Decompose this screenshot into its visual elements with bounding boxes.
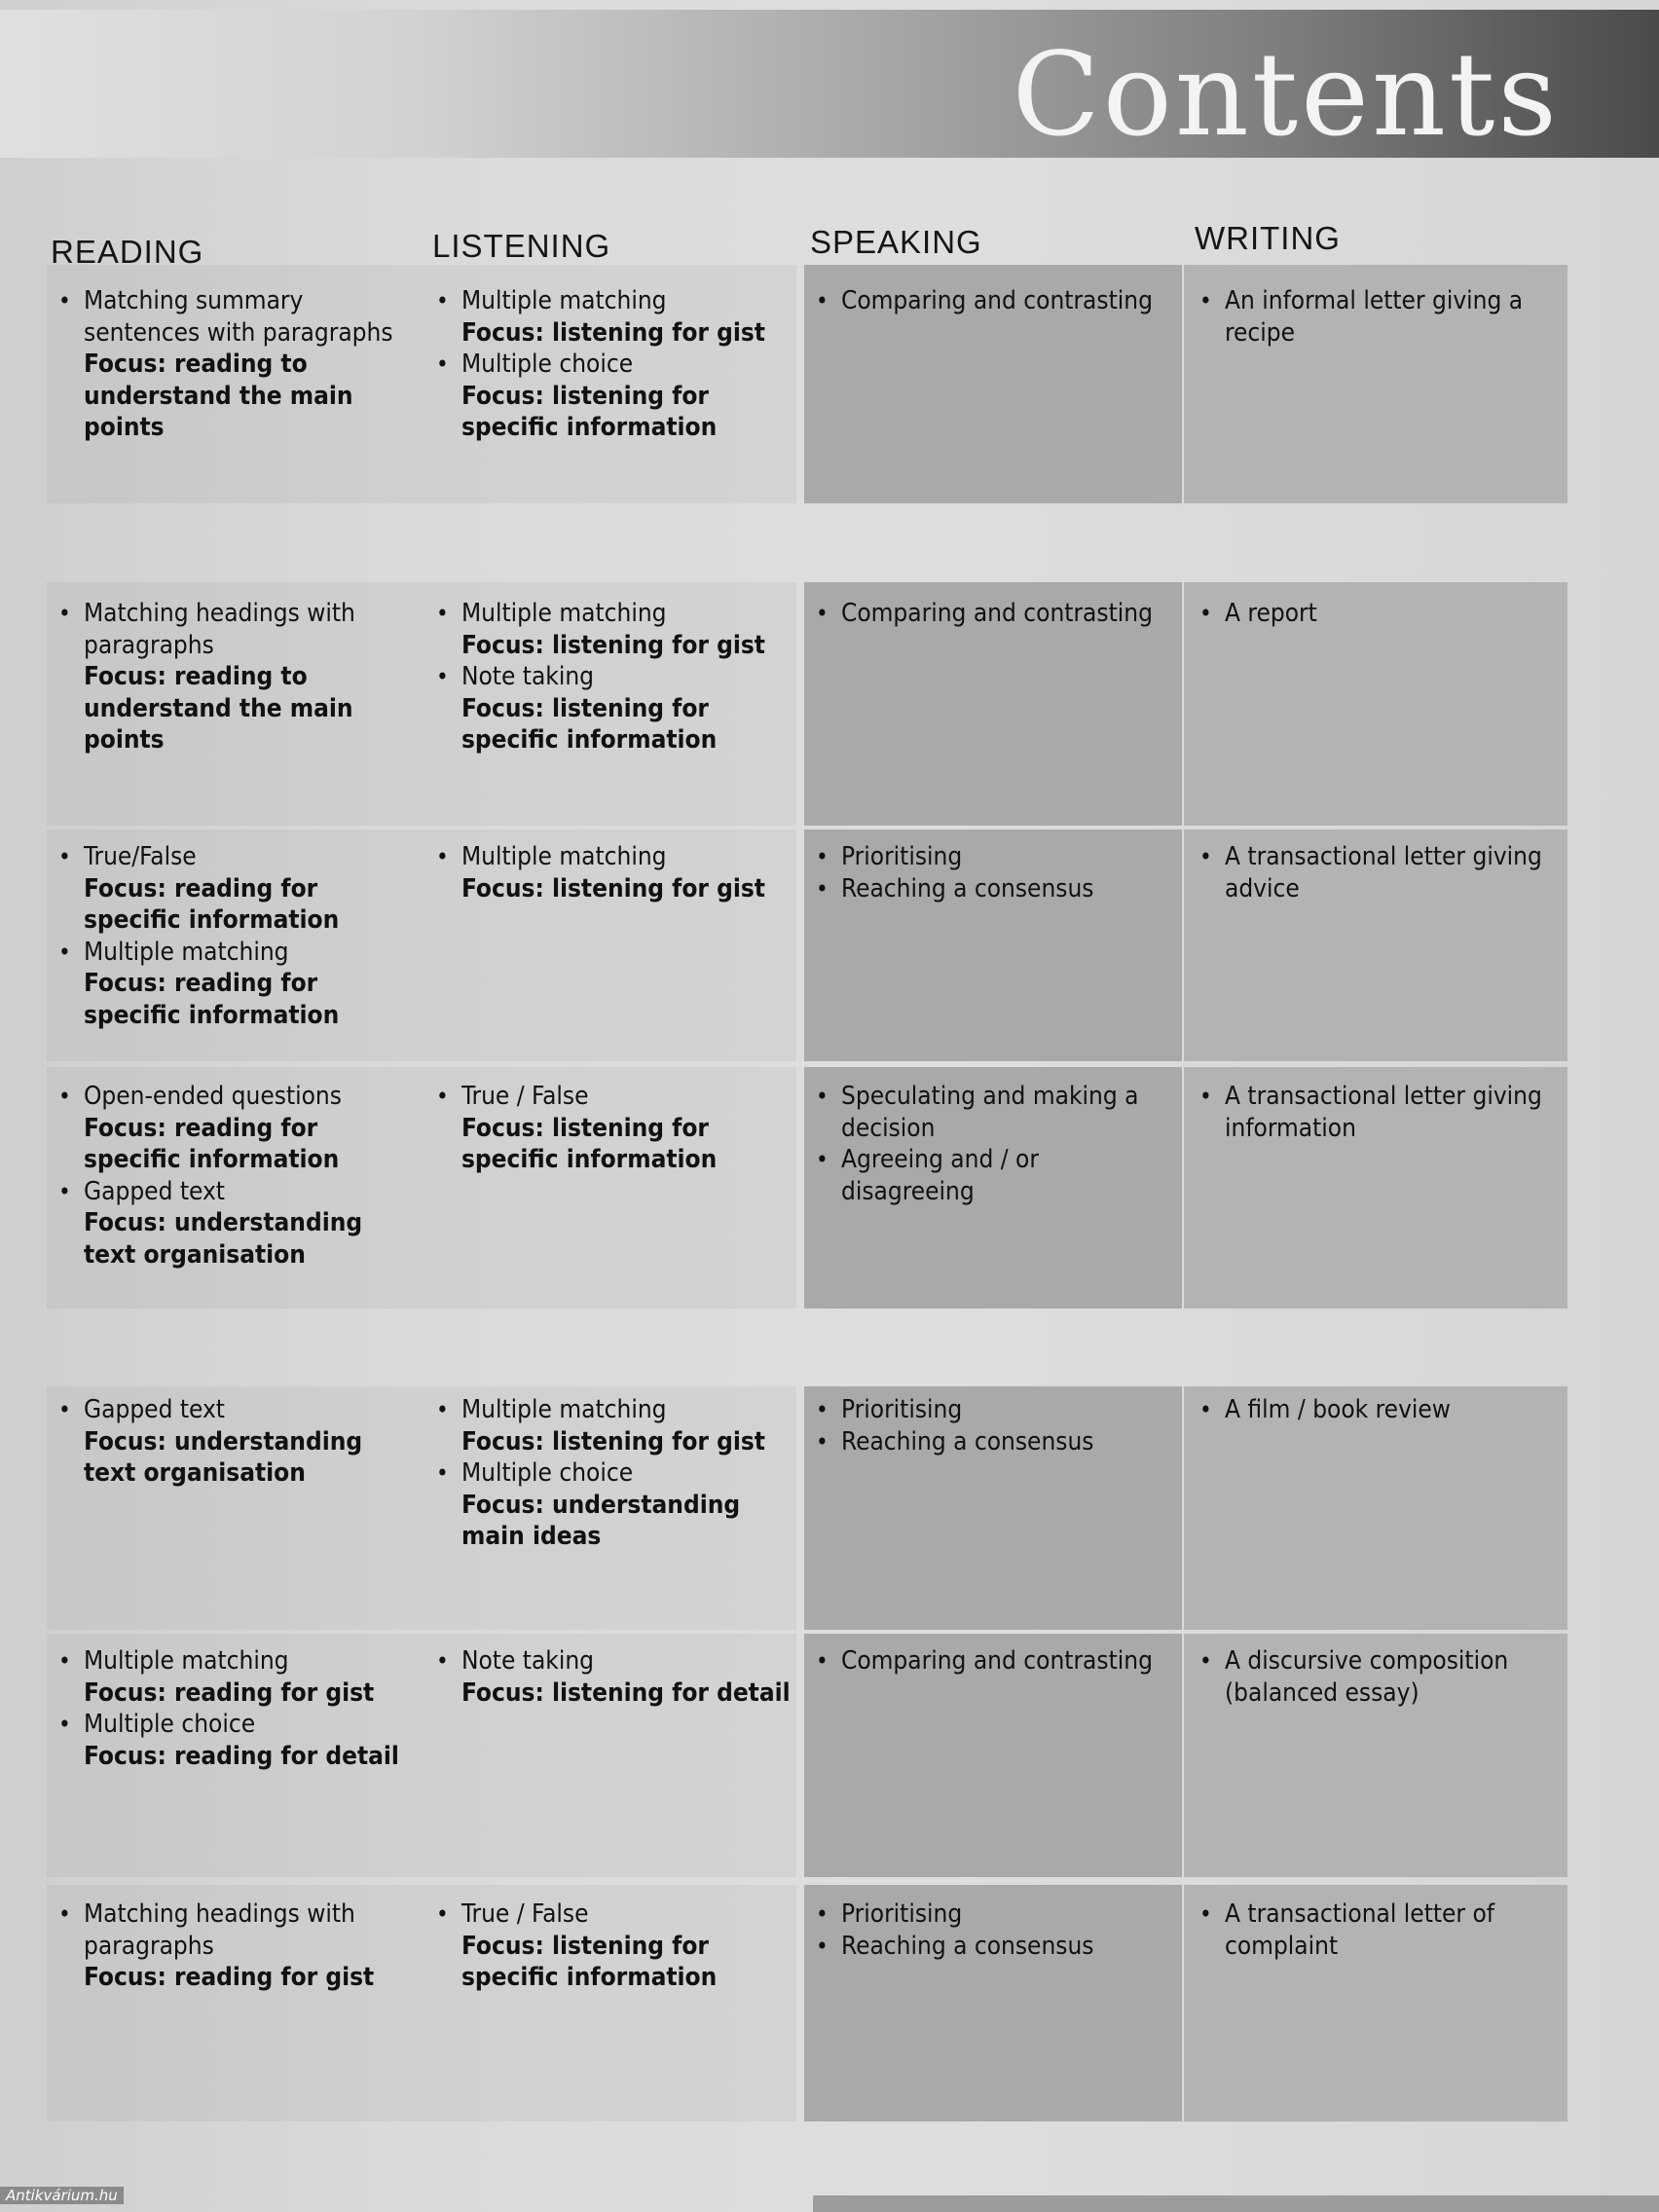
list-item: [816, 1426, 1178, 1458]
task-label: True / False: [461, 1082, 589, 1111]
reading-cell: [58, 1899, 419, 1994]
listening-cell: [436, 598, 801, 756]
task-label: Open-ended questions: [84, 1082, 342, 1111]
task-label: Note taking: [461, 662, 595, 691]
listening-cell: [436, 1899, 801, 1994]
reading-cell: [58, 598, 419, 756]
listening-list: [436, 1645, 801, 1709]
task-label: Reaching a consensus: [841, 873, 1094, 903]
task-label: Multiple choice: [461, 1458, 634, 1488]
column-header-listening: LISTENING: [432, 228, 611, 264]
focus-label: Focus: reading for detail: [84, 1741, 399, 1771]
focus-label: Focus: reading for specific information: [84, 873, 340, 935]
task-label: Multiple matching: [461, 842, 667, 871]
listening-list: [436, 1394, 801, 1553]
task-label: Speculating and making a decision: [841, 1082, 1139, 1143]
reading-list: [58, 1899, 419, 1994]
listening-cell: [436, 841, 801, 904]
list-item: [58, 1899, 419, 1994]
writing-cell: [1199, 841, 1555, 904]
task-label: Gapped text: [84, 1395, 225, 1424]
list-item: [1199, 841, 1555, 904]
reading-cell: [58, 285, 419, 444]
writing-list: [1199, 1645, 1555, 1709]
writing-cell: [1199, 1899, 1555, 1962]
task-label: A discursive composition (balanced essay): [1225, 1646, 1509, 1708]
focus-label: Focus: understanding text organisation: [84, 1208, 363, 1270]
speaking-cell: [816, 285, 1178, 317]
list-item: [58, 1709, 419, 1772]
column-header-speaking: SPEAKING: [810, 224, 982, 260]
writing-list: [1199, 598, 1555, 630]
reading-list: [58, 1645, 419, 1772]
page-title: Contents: [1012, 27, 1560, 162]
list-item: [58, 598, 419, 756]
reading-cell: [58, 1081, 419, 1271]
speaking-list: [816, 841, 1178, 904]
list-item: [58, 285, 419, 444]
speaking-list: [816, 285, 1178, 317]
list-item: [816, 1081, 1178, 1144]
task-label: An informal letter giving a recipe: [1225, 286, 1524, 348]
list-item: [816, 598, 1178, 630]
writing-cell: [1199, 1394, 1555, 1426]
task-label: Prioritising: [841, 1395, 963, 1424]
task-label: Reaching a consensus: [841, 1426, 1094, 1456]
list-item: [816, 1394, 1178, 1426]
task-label: Multiple matching: [461, 599, 667, 628]
task-label: A transactional letter giving information: [1225, 1082, 1542, 1143]
task-label: Multiple matching: [461, 286, 667, 315]
list-item: [436, 349, 801, 444]
focus-label: Focus: listening for specific information: [461, 381, 718, 442]
task-label: Prioritising: [841, 842, 963, 871]
listening-cell: [436, 285, 801, 444]
list-item: [816, 285, 1178, 317]
reading-list: [58, 285, 419, 444]
list-item: [436, 285, 801, 349]
focus-label: Focus: listening for specific information: [461, 693, 718, 755]
task-label: Agreeing and / or disagreeing: [841, 1145, 1039, 1206]
listening-list: [436, 598, 801, 756]
list-item: [1199, 1081, 1555, 1144]
focus-label: Focus: listening for gist: [461, 630, 765, 660]
column-header-writing: WRITING: [1195, 220, 1341, 256]
listening-cell: [436, 1645, 801, 1709]
list-item: [1199, 285, 1555, 349]
listening-list: [436, 285, 801, 444]
speaking-cell: [816, 1645, 1178, 1677]
reading-cell: [58, 1645, 419, 1772]
writing-list: [1199, 841, 1555, 904]
list-item: [58, 1176, 419, 1272]
list-item: [58, 841, 419, 937]
speaking-cell: [816, 1394, 1178, 1457]
speaking-list: [816, 598, 1178, 630]
task-label: Matching headings with paragraphs: [84, 599, 355, 660]
task-label: True / False: [461, 1899, 589, 1929]
writing-cell: [1199, 1645, 1555, 1709]
speaking-list: [816, 1645, 1178, 1677]
focus-label: Focus: reading for gist: [84, 1677, 375, 1708]
speaking-cell: [816, 598, 1178, 630]
writing-cell: [1199, 1081, 1555, 1144]
list-item: [816, 1899, 1178, 1931]
list-item: [1199, 1899, 1555, 1962]
list-item: [436, 1899, 801, 1994]
writing-cell: [1199, 598, 1555, 630]
task-label: Multiple matching: [84, 937, 289, 967]
speaking-cell: [816, 841, 1178, 904]
task-label: Comparing and contrasting: [841, 599, 1153, 628]
focus-label: Focus: reading for gist: [84, 1963, 375, 1992]
listening-list: [436, 841, 801, 904]
focus-label: Focus: listening for gist: [461, 317, 765, 348]
speaking-list: [816, 1899, 1178, 1962]
list-item: [58, 937, 419, 1032]
task-label: A transactional letter giving advice: [1225, 842, 1542, 903]
task-label: Note taking: [461, 1646, 595, 1676]
list-item: [1199, 1645, 1555, 1709]
task-label: Reaching a consensus: [841, 1931, 1094, 1961]
list-item: [1199, 598, 1555, 630]
speaking-list: [816, 1081, 1178, 1207]
list-item: [816, 1931, 1178, 1963]
task-label: A report: [1225, 599, 1317, 628]
speaking-cell: [816, 1081, 1178, 1207]
task-label: Comparing and contrasting: [841, 1646, 1153, 1676]
task-label: Multiple matching: [84, 1646, 289, 1676]
list-item: [816, 1645, 1178, 1677]
listening-list: [436, 1081, 801, 1176]
task-label: Gapped text: [84, 1176, 225, 1206]
list-item: [436, 661, 801, 756]
footer-band: [813, 2195, 1659, 2212]
list-item: [436, 1081, 801, 1176]
reading-list: [58, 841, 419, 1031]
writing-list: [1199, 1081, 1555, 1144]
task-label: A film / book review: [1225, 1395, 1451, 1424]
list-item: [816, 841, 1178, 873]
list-item: [58, 1394, 419, 1490]
writing-list: [1199, 1899, 1555, 1962]
focus-label: Focus: reading for specific information: [84, 1113, 340, 1174]
list-item: [436, 1394, 801, 1457]
list-item: [436, 841, 801, 904]
task-label: Matching summary sentences with paragraphs: [84, 286, 393, 348]
focus-label: Focus: listening for detail: [461, 1677, 791, 1708]
task-label: A transactional letter of complaint: [1225, 1899, 1494, 1961]
task-label: Prioritising: [841, 1899, 963, 1929]
list-item: [816, 873, 1178, 905]
reading-list: [58, 598, 419, 756]
listening-list: [436, 1899, 801, 1994]
focus-label: Focus: listening for specific information: [461, 1931, 718, 1992]
listening-cell: [436, 1394, 801, 1553]
focus-label: Focus: reading to understand the main points: [84, 662, 353, 755]
speaking-list: [816, 1394, 1178, 1457]
focus-label: Focus: listening for specific information: [461, 1113, 718, 1174]
speaking-cell: [816, 1899, 1178, 1962]
task-label: True/False: [84, 842, 197, 871]
focus-label: Focus: understanding text organisation: [84, 1426, 363, 1488]
column-header-reading: READING: [51, 234, 204, 270]
writing-list: [1199, 1394, 1555, 1426]
list-item: [1199, 1394, 1555, 1426]
list-item: [58, 1645, 419, 1709]
reading-cell: [58, 1394, 419, 1490]
reading-cell: [58, 841, 419, 1031]
list-item: [58, 1081, 419, 1176]
task-label: Multiple matching: [461, 1395, 667, 1424]
watermark: Antikvárium.hu: [0, 2187, 124, 2204]
task-label: Comparing and contrasting: [841, 286, 1153, 315]
focus-label: Focus: reading for specific information: [84, 969, 340, 1030]
focus-label: Focus: listening for gist: [461, 1426, 765, 1456]
list-item: [436, 598, 801, 661]
task-label: Multiple choice: [461, 350, 634, 379]
reading-list: [58, 1081, 419, 1271]
writing-cell: [1199, 285, 1555, 349]
focus-label: Focus: reading to understand the main points: [84, 350, 353, 442]
focus-label: Focus: understanding main ideas: [461, 1490, 741, 1551]
task-label: Multiple choice: [84, 1710, 256, 1739]
list-item: [436, 1457, 801, 1553]
list-item: [816, 1144, 1178, 1207]
writing-list: [1199, 285, 1555, 349]
focus-label: Focus: listening for gist: [461, 873, 765, 903]
list-item: [436, 1645, 801, 1709]
reading-list: [58, 1394, 419, 1490]
task-label: Matching headings with paragraphs: [84, 1899, 355, 1961]
listening-cell: [436, 1081, 801, 1176]
